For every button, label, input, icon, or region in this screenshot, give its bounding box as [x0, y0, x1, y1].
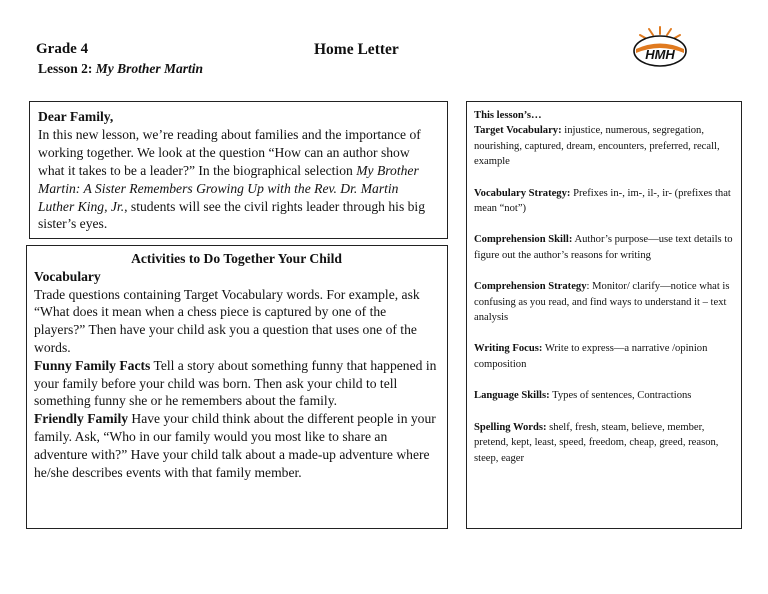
activities-box	[26, 245, 448, 529]
summary-section	[474, 123, 735, 169]
vocabulary-text: Trade questions containing Target Vocabulary words. For example, ask “What does it mean when a chess piece is captured by one of the players?” Then have your child ask you a question that uses one of the words.	[34, 286, 420, 355]
section-text: shelf, fresh, steam, believe, member, pretend, kept, least, speed, freedom, cheap, greed, reason, steep, eager	[474, 421, 719, 464]
friendly-heading: Friendly Family	[34, 411, 129, 427]
funny-family-facts	[34, 357, 439, 410]
funny-heading: Funny Family Facts	[34, 357, 151, 373]
section-text: injustice, numerous, segregation, nourishing, captured, dream, encounters, preferred, recall, example	[474, 125, 720, 168]
section-text: Prefixes in-, im-, il-, ir- (prefixes that mean “not”)	[474, 187, 731, 215]
letter-body-end: , students will see the civil rights leader through his big sister’s eyes.	[38, 198, 426, 232]
section-label: Target Vocabulary:	[474, 125, 562, 137]
section-label: Vocabulary Strategy:	[474, 187, 571, 199]
summary-title: This lesson’s…	[474, 110, 542, 121]
letter-body	[38, 126, 438, 233]
section-label: Spelling Words:	[474, 421, 547, 433]
section-label: Writing Focus:	[474, 343, 543, 355]
section-text: Author’s purpose—use text details to figure out the author’s reasons for writing	[474, 234, 733, 261]
section-label: Language Skills:	[474, 390, 550, 402]
section-label: Comprehension Skill:	[474, 234, 573, 246]
lesson-summary	[466, 101, 742, 529]
lesson-label	[38, 61, 203, 77]
section-text: : Monitor/ clarify—notice what is confusing as you read, and find ways to understand it – text analysis	[474, 281, 730, 324]
section-text: Write to express—a narrative /opinion composition	[474, 343, 708, 370]
summary-section	[474, 388, 735, 403]
activities-heading: Activities to Do Together Your Child	[131, 251, 342, 266]
lesson-prefix: Lesson 2:	[38, 61, 93, 76]
hmh-logo	[631, 25, 689, 69]
family-letter	[29, 101, 448, 239]
svg-text:HMH: HMH	[645, 47, 675, 62]
grade-label: Grade 4	[36, 41, 89, 57]
summary-section	[474, 186, 735, 217]
friendly-family	[34, 410, 439, 481]
vocabulary-heading: Vocabulary	[34, 268, 101, 284]
summary-section	[474, 232, 735, 263]
lesson-title: My Brother Martin	[95, 61, 204, 76]
summary-section	[474, 279, 735, 325]
letter-greeting: Dear Family,	[38, 109, 114, 124]
page-title: Home Letter	[314, 41, 399, 58]
book-title: My Brother Martin: A Sister Remembers Growing Up with the Rev. Dr. Martin Luther King, Jr.	[38, 162, 419, 214]
section-text: Types of sentences, Contractions	[549, 390, 692, 402]
summary-section	[474, 420, 735, 466]
funny-text: Tell a story about something funny that happened in your family before your child was born. Then ask your child to tell something funny she or he remembers about the family.	[34, 357, 437, 409]
letter-body-text: In this new lesson, we’re reading about families and the importance of working together. We look at the question “How can an author show what it takes to be a leader?” In the biographical selection	[38, 126, 421, 178]
summary-section	[474, 341, 735, 372]
friendly-text: Have your child think about the different people in your family. Ask, “Who in our family would you most like to share an adventure with?” Have your child talk about a made-up adventure where he/she describes events with that family member.	[34, 411, 436, 480]
section-label: Comprehension Strategy	[474, 281, 587, 293]
